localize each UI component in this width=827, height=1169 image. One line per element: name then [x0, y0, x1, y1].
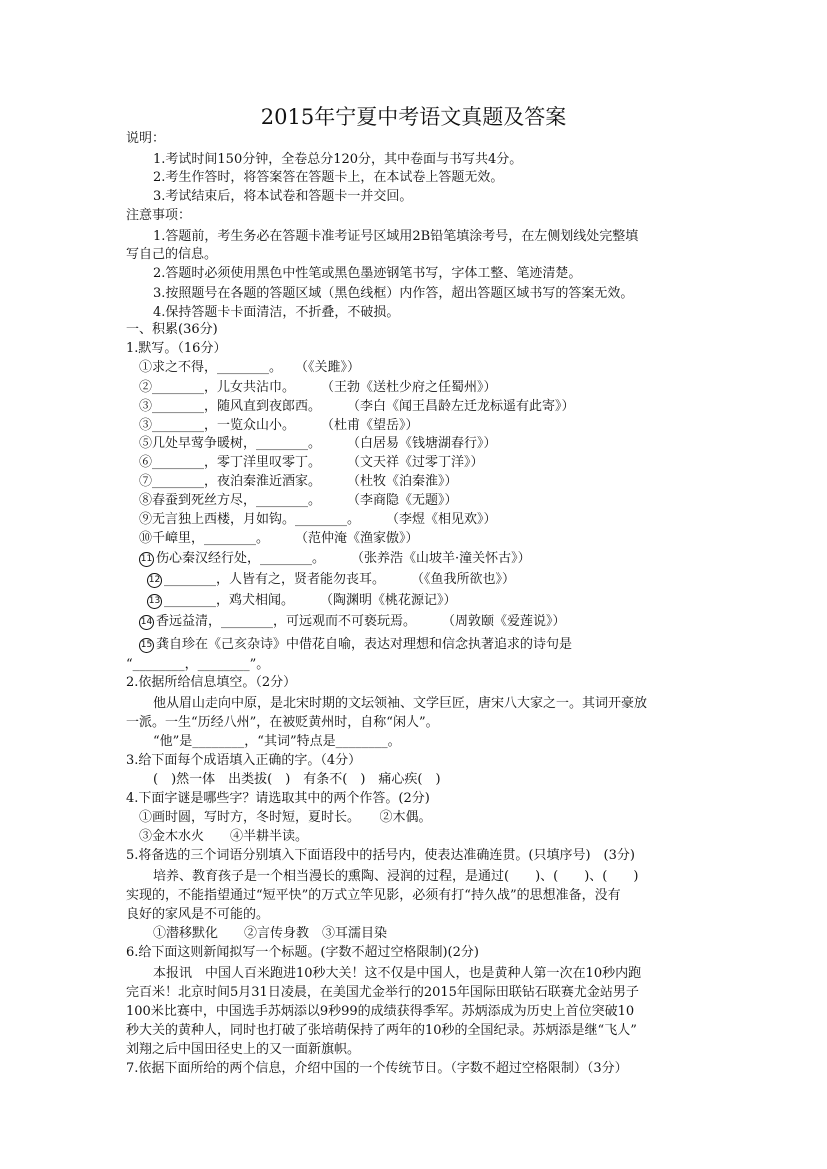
question-4-heading: 4.下面字谜是哪些字？请选取其中的两个作答。(2分): [126, 791, 430, 806]
instruction-line: 3.考试结束后，将本试卷和答题卡一并交回。: [153, 189, 413, 204]
recitation-text: ________，鸡犬相闻。 （陶渊明《桃花源记》）: [164, 593, 457, 608]
question-5-options: ①潜移默化 ②言传身教 ③耳濡目染: [153, 926, 388, 941]
recitation-item: [139, 635, 572, 654]
recitation-item: [139, 612, 566, 631]
question-6-text: 完百米！北京时间5月31日凌晨，在美国尤金举行的2015年国际田联钻石联赛尤金站男子: [126, 985, 639, 1000]
question-6-heading: 6.给下面这则新闻拟写一个标题。(字数不超过空格限制)(2分): [126, 945, 479, 960]
item-number-badge: 14: [139, 615, 154, 630]
question-4-text: ③金木水火 ④半耕半读。: [139, 829, 309, 844]
question-4-text: ①画时圆，写时方，冬时短，夏时长。 ②木偶。: [139, 810, 432, 825]
item-number-badge: 13: [147, 594, 162, 609]
recitation-item: ⑨无言独上西楼，月如钩。________。 （李煜《相见欢》）: [139, 512, 497, 527]
item-number-badge: 12: [147, 573, 162, 588]
question-6-text: 秒大关的黄种人，同时也打破了张培萌保持了两年的10秒的全国纪录。苏炳添是继“飞人”: [126, 1023, 637, 1038]
recitation-text: 伤心秦汉经行处，________。 （张养浩《山坡羊·潼关怀古》）: [156, 551, 531, 566]
recitation-item: [147, 570, 515, 589]
recitation-item: ⑦________，夜泊秦淮近酒家。 （杜牧《泊秦淮》）: [139, 474, 458, 489]
recitation-item: ⑧春蚕到死丝方尽，________。 （李商隐《无题》）: [139, 493, 458, 508]
section-heading: 一、积累(36分): [126, 322, 218, 337]
question-6-text: 本报讯 中国人百米跑进10秒大关！这不仅是中国人，也是黄种人第一次在10秒内跑: [153, 966, 642, 981]
item-number-badge: 11: [139, 552, 154, 567]
question-5-text: 良好的家风是不可能的。: [126, 907, 270, 922]
recitation-text: 龚自珍在《己亥杂诗》中借花自喻，表达对理想和信念执著追求的诗句是: [156, 637, 573, 652]
question-6-text: 100米比赛中，中国选手苏炳添以9秒99的成绩获得季军。苏炳添成为历史上首位突破10: [126, 1004, 635, 1019]
recitation-item: ③________，一览众山小。 （杜甫《望岳》）: [139, 418, 419, 433]
question-5-heading: 5.将备选的三个词语分别填入下面语段中的括号内，使表达准确连贯。(只填序号) (3分): [126, 848, 635, 863]
recitation-item: ③________，随风直到夜郎西。 （李白《闻王昌龄左迁龙标遥有此寄》）: [139, 399, 575, 414]
recitation-item: ⑤几处早莺争暖树，________。 （白居易《钱塘湖春行》）: [139, 436, 497, 451]
note-line: 4.保持答题卡卡面清洁，不折叠，不破损。: [153, 305, 400, 320]
question-2-heading: 2.依据所给信息填空。（2分）: [126, 675, 297, 690]
recitation-item: [139, 549, 531, 568]
recitation-text: 香远益清，________，可远观而不可亵玩焉。 （周敦颐《爱莲说》）: [156, 614, 566, 629]
question-1-heading: 1.默写。（16分）: [126, 341, 227, 356]
instructions-heading: 说明：: [126, 131, 166, 146]
question-5-text: 实现的，不能指望通过“短平快”的万式立竿见影，必须有打“持久战”的思想准备，没有: [126, 888, 621, 903]
notes-heading: 注意事项：: [126, 208, 192, 223]
recitation-item-cont: “________，________”。: [126, 657, 270, 672]
note-line: 3.按照题号在各题的答题区域（黑色线框）内作答，超出答题区域书写的答案无效。: [153, 286, 634, 301]
instruction-line: 1.考试时间150分钟，全卷总分120分，其中卷面与书写共4分。: [153, 152, 523, 167]
recitation-item: ②________，儿女共沾巾。 （王勃《送杜少府之任蜀州》）: [139, 380, 497, 395]
question-3-text: ( )然一体 出类拔( ) 有条不( ) 痛心疾( ): [153, 772, 441, 787]
note-line: 1.答题前，考生务必在答题卡准考证号区域用2B铅笔填涂考号，在左侧划线处完整填: [153, 229, 639, 244]
recitation-text: ________，人皆有之，贤者能勿丧耳。 （《鱼我所欲也》）: [164, 572, 516, 587]
question-2-text: 一派。一生“历经八州”，在被贬黄州时，自称“闲人”。: [126, 715, 439, 730]
note-line: 2.答题时必须使用黑色中性笔或黑色墨迹钢笔书写，字体工整、笔迹清楚。: [153, 266, 582, 281]
recitation-item: ①求之不得，________。 （《关雎》）: [139, 360, 361, 375]
note-line: 写自己的信息。: [126, 247, 218, 262]
question-2-text: “他”是________，“其词”特点是________。: [153, 734, 401, 749]
question-6-text: 刘翔之后中国田径史上的又一面新旗帜。: [126, 1042, 361, 1057]
recitation-item: ⑩千嶂里，________。 （范仲淹《渔家傲》）: [139, 531, 419, 546]
item-number-badge: 15: [139, 638, 154, 653]
question-3-heading: 3.给下面每个成语填入正确的字。（4分）: [126, 753, 362, 768]
instruction-line: 2.考生作答时，将答案答在答题卡上，在本试卷上答题无效。: [153, 170, 504, 185]
question-5-text: 培养、教育孩子是一个相当漫长的熏陶、浸润的过程，是通过( )、( )、( ): [153, 869, 639, 884]
recitation-item: ⑥________，零丁洋里叹零丁。 （文天祥《过零丁洋》）: [139, 455, 484, 470]
page-title: 2015年宁夏中考语文真题及答案: [260, 105, 567, 129]
recitation-item: [147, 591, 457, 610]
question-7-heading: 7.依据下面所给的两个信息，介绍中国的一个传统节日。（字数不超过空格限制）（3分）: [126, 1061, 628, 1076]
question-2-text: 他从眉山走向中原，是北宋时期的文坛领袖、文学巨匠，唐宋八大家之一。其词开豪放: [153, 696, 648, 711]
